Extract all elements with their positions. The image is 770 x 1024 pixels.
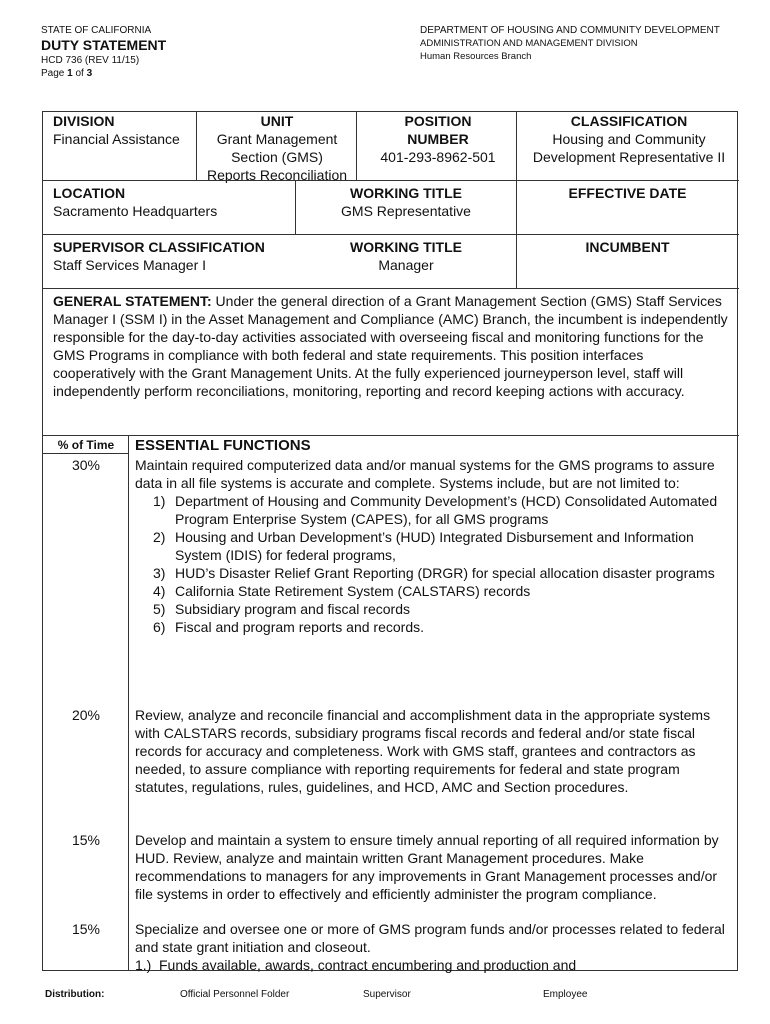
classification-line-2: Development Representative II bbox=[532, 149, 726, 165]
branch-name: Human Resources Branch bbox=[420, 51, 532, 62]
division-cell bbox=[53, 112, 198, 148]
general-statement bbox=[53, 292, 729, 400]
effective-date-cell bbox=[516, 184, 739, 202]
distribution-label: Distribution: bbox=[45, 989, 105, 1000]
list-item-text: Department of Housing and Community Development’s (HCD) Consolidated Automated Program Enterprise System (CAPES), for all GMS programs bbox=[175, 493, 718, 527]
form-header-right bbox=[420, 24, 720, 63]
unit-line-2: Section (GMS) bbox=[231, 149, 323, 165]
list-item-text: California State Retirement System (CALSTARS) records bbox=[175, 583, 531, 599]
general-statement-label: GENERAL STATEMENT: bbox=[53, 293, 212, 309]
function-3-percent: 15% bbox=[71, 832, 101, 848]
unit-line-1: Grant Management bbox=[216, 131, 338, 147]
page-total: 3 bbox=[86, 68, 93, 79]
classification-cell bbox=[519, 112, 739, 166]
list-item-number: 1.) bbox=[135, 957, 152, 973]
list-item bbox=[135, 492, 733, 528]
list-item-number: 2) bbox=[153, 529, 166, 545]
working-title-cell bbox=[296, 184, 516, 220]
function-4 bbox=[135, 920, 733, 974]
function-1-text: Maintain required computerized data and/or manual systems for the GMS programs to assure data in all file systems is accurate and complete. Systems include, but are not limited to: bbox=[135, 457, 715, 491]
essential-functions-title: ESSENTIAL FUNCTIONS bbox=[135, 437, 311, 454]
division-label: DIVISION bbox=[53, 113, 115, 129]
column-divider bbox=[196, 112, 197, 180]
number-label: NUMBER bbox=[407, 131, 469, 147]
percent-time-header: % of Time bbox=[57, 438, 115, 452]
function-1 bbox=[135, 456, 733, 636]
page-of: of bbox=[75, 68, 84, 79]
unit-cell bbox=[198, 112, 356, 184]
row-divider bbox=[43, 234, 739, 235]
function-2 bbox=[135, 706, 733, 796]
function-2-percent: 20% bbox=[71, 707, 101, 723]
function-4-percent: 15% bbox=[71, 921, 101, 937]
supervisor-working-title-cell bbox=[296, 238, 516, 274]
working-title-label: WORKING TITLE bbox=[350, 185, 462, 201]
form-number: HCD 736 (REV 11/15) bbox=[41, 55, 140, 66]
page-number: 1 bbox=[67, 68, 73, 79]
position-label: POSITION bbox=[404, 113, 472, 129]
list-item bbox=[135, 564, 733, 582]
list-item-number: 3) bbox=[153, 565, 166, 581]
classification-label: CLASSIFICATION bbox=[570, 113, 688, 129]
function-2-text: Review, analyze and reconcile financial and accomplishment data in the appropriate systems with CALSTARS records, subsidiary programs fiscal records and federal and/or state fiscal records for accuracy and completeness. Work with GMS staff, grantees and contractors as needed, to assure compliance with reporting requirements for federal and state program statutes, regulations, rules, guidelines, and HCD, AMC and Section procedures. bbox=[135, 707, 711, 795]
page-prefix: Page bbox=[41, 68, 65, 79]
working-title-value: GMS Representative bbox=[341, 203, 471, 219]
systems-list bbox=[135, 492, 733, 636]
list-item-text: Funds available, awards, contract encumbering and production and bbox=[159, 957, 577, 973]
division-name: ADMINISTRATION AND MANAGEMENT DIVISION bbox=[420, 38, 638, 49]
list-item-text: HUD’s Disaster Relief Grant Reporting (DRGR) for special allocation disaster programs bbox=[175, 565, 715, 581]
classification-line-1: Housing and Community bbox=[552, 131, 706, 147]
function-1-percent: 30% bbox=[71, 457, 101, 473]
list-item-number: 6) bbox=[153, 619, 166, 635]
row-divider bbox=[43, 180, 739, 181]
list-item bbox=[135, 528, 733, 564]
supervisor-cell bbox=[53, 238, 323, 274]
distribution-personnel-folder: Official Personnel Folder bbox=[180, 989, 290, 1000]
distribution-supervisor: Supervisor bbox=[363, 989, 411, 1000]
list-item-text: Housing and Urban Development’s (HUD) Integrated Disbursement and Information System (IDIS) for federal programs, bbox=[175, 529, 694, 563]
list-item-number: 5) bbox=[153, 601, 166, 617]
list-item bbox=[135, 582, 733, 600]
unit-label: UNIT bbox=[260, 113, 294, 129]
duty-statement-form bbox=[42, 111, 738, 971]
list-item bbox=[135, 956, 733, 974]
function-3 bbox=[135, 831, 733, 903]
list-item-number: 4) bbox=[153, 583, 166, 599]
distribution-employee: Employee bbox=[543, 989, 588, 1000]
division-value: Financial Assistance bbox=[53, 131, 180, 147]
incumbent-cell bbox=[516, 238, 739, 256]
supervisor-classification-label: SUPERVISOR CLASSIFICATION bbox=[53, 239, 265, 255]
list-item bbox=[135, 618, 733, 636]
department-name: DEPARTMENT OF HOUSING AND COMMUNITY DEVELOPMENT bbox=[420, 25, 720, 36]
supervisor-working-title-label: WORKING TITLE bbox=[350, 239, 462, 255]
state-label: STATE OF CALIFORNIA bbox=[41, 25, 152, 36]
function-4-text: Specialize and oversee one or more of GMS program funds and/or processes related to federal and state grant initiation and closeout. bbox=[135, 921, 725, 955]
position-number-cell bbox=[357, 112, 519, 166]
document-title: DUTY STATEMENT bbox=[41, 37, 167, 53]
unit-line-3: Reports Reconciliation bbox=[206, 167, 348, 183]
column-divider bbox=[128, 435, 129, 971]
effective-date-label: EFFECTIVE DATE bbox=[568, 185, 687, 201]
column-divider bbox=[516, 112, 517, 288]
position-number-value: 401-293-8962-501 bbox=[380, 149, 496, 165]
column-divider bbox=[295, 180, 296, 234]
location-value: Sacramento Headquarters bbox=[53, 203, 218, 219]
form-header-left bbox=[41, 24, 166, 80]
supervisor-classification-value: Staff Services Manager I bbox=[53, 257, 207, 273]
list-item bbox=[135, 600, 733, 618]
funds-list bbox=[135, 956, 733, 974]
supervisor-working-title-value: Manager bbox=[378, 257, 434, 273]
function-3-text: Develop and maintain a system to ensure timely annual reporting of all required information by HUD. Review, analyze and maintain written Grant Management procedures. Make recommendations to managers for any improvements in Grant Management processes and/or file systems in order to effectively and efficiently administer the program compliance. bbox=[135, 832, 719, 902]
column-divider bbox=[356, 112, 357, 180]
list-item-number: 1) bbox=[153, 493, 166, 509]
location-cell bbox=[53, 184, 293, 220]
page-indicator bbox=[41, 67, 166, 80]
incumbent-label: INCUMBENT bbox=[585, 239, 670, 255]
list-item-text: Subsidiary program and fiscal records bbox=[175, 601, 410, 617]
header-underline bbox=[43, 453, 128, 454]
row-divider bbox=[43, 435, 739, 436]
list-item-text: Fiscal and program reports and records. bbox=[175, 619, 424, 635]
row-divider bbox=[43, 288, 739, 289]
general-statement-text: Under the general direction of a Grant Management Section (GMS) Staff Services Manager I (SSM I) in the Asset Management and Compliance (AMC) Branch, the incumbent is independently responsible for the day-to-day activities associated with overseeing fiscal and monitoring functions for the GMS Programs in compliance with both federal and state requirements. This position interfaces cooperatively with the Grant Management Units. At the fully experienced journeyperson level, staff will independently perform reconciliations, monitoring, reporting and record keeping actions with accuracy. bbox=[53, 293, 728, 399]
location-label: LOCATION bbox=[53, 185, 126, 201]
